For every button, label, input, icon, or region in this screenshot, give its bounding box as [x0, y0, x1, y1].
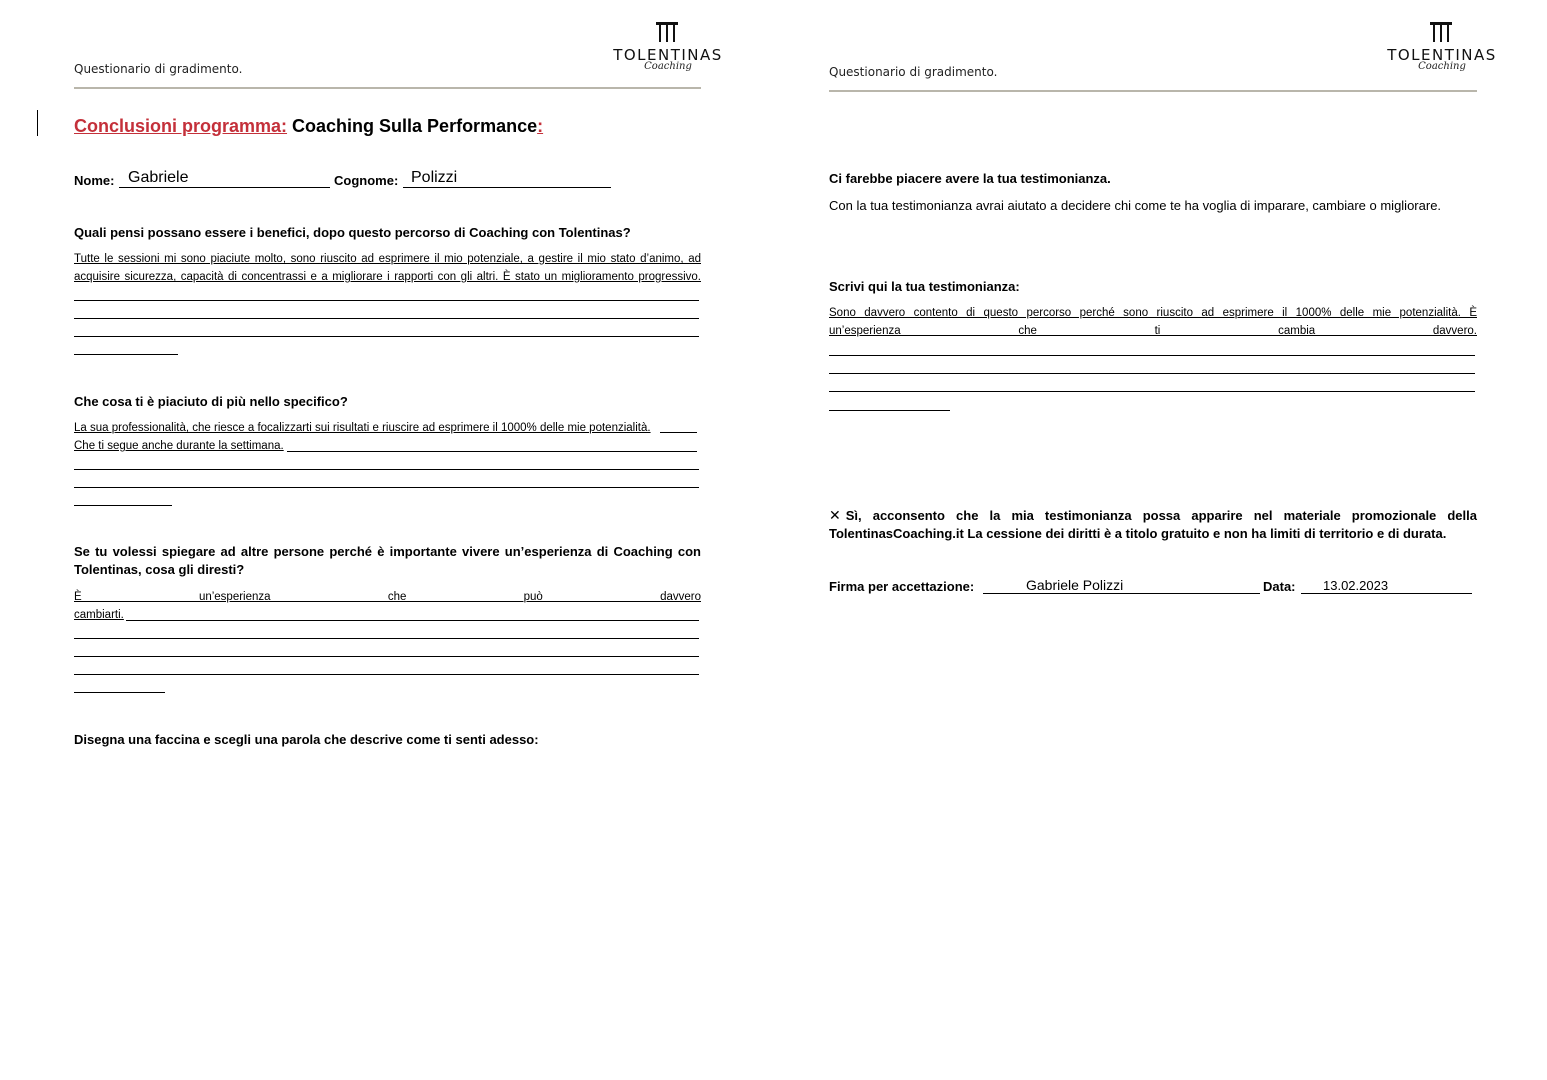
surname-label: Cognome: — [334, 173, 399, 188]
surname-line — [403, 187, 611, 188]
answer-line — [74, 656, 699, 657]
testimonial-invite: Ci farebbe piacere avere la tua testimonianza. — [829, 171, 1111, 186]
answer-line — [74, 318, 699, 319]
testimonial-line1[interactable]: Sono davvero contento di questo percorso perché sono riuscito ad esprimere il 1000% delle mie potenzialità. È — [829, 307, 1477, 319]
answer-line — [287, 451, 697, 452]
date-label: Data: — [1263, 579, 1296, 594]
logo-script: Coaching — [1418, 61, 1466, 72]
pillars-icon — [656, 22, 678, 42]
logo-script: Coaching — [644, 61, 692, 72]
name-label: Nome: — [74, 173, 115, 188]
logo-wordmark: TOLENTINAS — [613, 46, 723, 64]
answer-line — [74, 674, 699, 675]
name-field[interactable]: Gabriele — [128, 169, 189, 186]
tolentinas-logo — [612, 22, 724, 78]
answer-line — [74, 487, 699, 488]
questionnaire-page-1 — [0, 0, 773, 1080]
consent-checkbox[interactable] — [829, 506, 1477, 543]
title-colon: : — [537, 116, 544, 136]
surname-field[interactable]: Polizzi — [411, 169, 458, 186]
title-label: Conclusioni programma: — [74, 116, 288, 136]
name-line — [119, 187, 330, 188]
page-title — [74, 116, 543, 137]
question-benefits: Quali pensi possano essere i benefici, dopo questo percorso di Coaching con Tolentinas? — [74, 225, 631, 240]
header-text: Questionario di gradimento. — [74, 62, 243, 76]
answer-line — [829, 355, 1475, 356]
questionnaire-page-2 — [774, 0, 1547, 1080]
answer-line — [74, 336, 699, 337]
answer-line — [829, 410, 950, 411]
answer-line — [829, 391, 1475, 392]
logo-wordmark: TOLENTINAS — [1387, 46, 1497, 64]
answer-why-important-line2[interactable]: cambiarti. — [74, 609, 124, 621]
question-draw-face: Disegna una faccina e scegli una parola che descrive come ti senti adesso: — [74, 732, 539, 747]
answer-line — [74, 692, 165, 693]
signature-field[interactable]: Gabriele Polizzi — [1026, 577, 1124, 593]
answer-line — [74, 300, 699, 301]
tolentinas-logo — [1386, 22, 1498, 78]
header-rule — [829, 90, 1477, 92]
answer-benefits[interactable]: Tutte le sessioni mi sono piaciute molto, sono riuscito ad esprimere il mio potenziale, a gestire il mio stato d’animo, ad acquisire sicurezza, capacità di concentrassi e a migliorare i rapporti con gli altri. È stato un miglioramento progressivo. — [74, 253, 701, 283]
answer-line — [660, 432, 697, 433]
answer-line — [829, 373, 1475, 374]
answer-line — [74, 638, 699, 639]
pillars-icon — [1430, 22, 1452, 42]
date-line — [1301, 593, 1472, 594]
testimonial-line2[interactable]: un’esperienza che ti cambia davvero. — [829, 325, 1477, 337]
answer-line — [74, 505, 172, 506]
header-rule — [74, 87, 701, 89]
checkmark-x-icon: ✕ — [829, 507, 841, 523]
testimonial-invite-sub: Con la tua testimonianza avrai aiutato a decidere chi come te ha voglia di imparare, cambiare o migliorare. — [829, 198, 1442, 213]
header-text: Questionario di gradimento. — [829, 65, 998, 79]
consent-text: Sì, acconsento che la mia testimonianza possa apparire nel materiale promozionale della TolentinasCoaching.it La cessione dei diritti è a titolo gratuito e non ha limiti di territorio e di durata. — [829, 508, 1477, 541]
answer-line — [74, 469, 699, 470]
answer-liked-most-line2[interactable]: Che ti segue anche durante la settimana. — [74, 440, 284, 452]
signature-line — [983, 593, 1260, 594]
answer-why-important-line1[interactable]: È un’esperienza che può davvero — [74, 591, 701, 603]
program-name: Coaching Sulla Performance — [287, 116, 538, 136]
answer-line — [74, 354, 178, 355]
question-why-important: Se tu volessi spiegare ad altre persone perché è importante vivere un’esperienza di Coaching con Tolentinas, cosa gli diresti? — [74, 544, 701, 577]
signature-label: Firma per accettazione: — [829, 579, 975, 594]
answer-liked-most-line1[interactable]: La sua professionalità, che riesce a focalizzarti sui risultati e riuscire ad esprimere il 1000% delle mie potenzialità. — [74, 422, 651, 434]
answer-line — [126, 620, 699, 621]
testimonial-label: Scrivi qui la tua testimonianza: — [829, 279, 1020, 294]
date-field[interactable]: 13.02.2023 — [1323, 578, 1389, 593]
question-liked-most: Che cosa ti è piaciuto di più nello specifico? — [74, 394, 348, 409]
